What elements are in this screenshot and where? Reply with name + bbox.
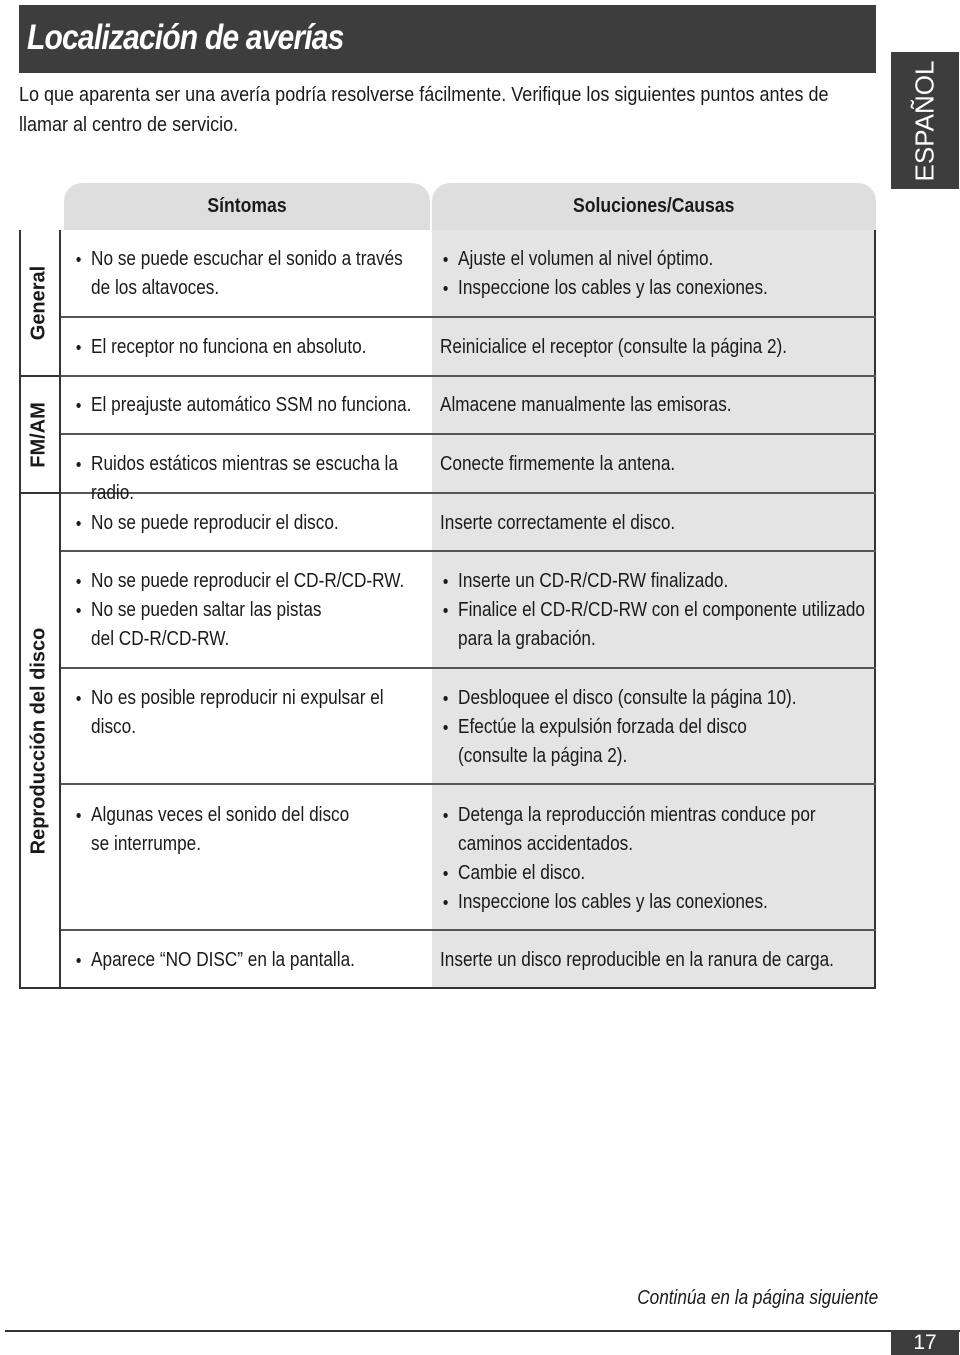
table-row-solution — [440, 509, 945, 538]
table-row-symptom — [73, 333, 478, 362]
continued-note: Continúa en la página siguiente — [637, 1287, 878, 1309]
solution-item: Inserte correctamente el disco. — [440, 512, 676, 534]
language-tab — [891, 52, 959, 189]
symptoms-header-label: Síntomas — [207, 195, 287, 217]
symptoms-header — [64, 183, 430, 230]
table-row-solution — [440, 567, 945, 654]
language-tab-label: ESPAÑOL — [909, 60, 940, 181]
solution-item: Finalice el CD-R/CD-RW con el componente utilizado para la grabación. — [440, 596, 874, 654]
row-divider — [61, 316, 876, 318]
symptom-item: No se pueden saltar las pistas del CD-R/CD-RW. — [73, 596, 349, 654]
symptom-item: Ruidos estáticos mientras se escucha la radio. — [73, 450, 421, 508]
table-row-symptom — [73, 684, 478, 742]
symptom-item: No se puede escuchar el sonido a través de los altavoces. — [73, 245, 421, 303]
solution-item: Ajuste el volumen al nivel óptimo. — [440, 245, 874, 274]
solution-item: Cambie el disco. — [440, 859, 874, 888]
intro-text: Lo que aparenta ser una avería podría resolverse fácilmente. Verifique los siguientes puntos antes de llamar al centro de servicio. — [19, 84, 829, 136]
table-row-symptom — [73, 391, 478, 420]
symptom-item: El preajuste automático SSM no funciona. — [73, 391, 421, 420]
table-row-solution — [440, 391, 945, 420]
table-row-solution — [440, 684, 945, 771]
solution-item: Inserte un CD-R/CD-RW finalizado. — [440, 567, 874, 596]
solution-item: Inspeccione los cables y las conexiones. — [440, 274, 874, 303]
solution-item: Almacene manualmente las emisoras. — [440, 394, 732, 416]
symptom-item: No se puede reproducir el disco. — [73, 509, 421, 538]
table-row-solution — [440, 333, 945, 362]
table-row-solution — [440, 946, 945, 975]
category-fm-am — [19, 377, 61, 492]
symptom-item: No se puede reproducir el CD-R/CD-RW. — [73, 567, 421, 596]
solutions-header-label: Soluciones/Causas — [573, 195, 735, 217]
table-row-symptom — [73, 801, 478, 859]
table-row-symptom — [73, 567, 478, 654]
table-row-solution — [440, 245, 945, 303]
title-bar — [19, 5, 876, 73]
page-title: Localización de averías — [27, 18, 344, 57]
category-label: General — [27, 265, 50, 341]
solution-item: Conecte firmemente la antena. — [440, 453, 676, 475]
category-general — [19, 230, 61, 376]
table-row-symptom — [73, 946, 478, 975]
row-divider — [61, 375, 876, 377]
symptom-item: Aparece “NO DISC” en la pantalla. — [73, 946, 421, 975]
table-row-symptom — [73, 509, 478, 538]
row-divider — [61, 667, 876, 669]
symptom-item: Algunas veces el sonido del disco se interrumpe. — [73, 801, 366, 859]
row-divider — [61, 929, 876, 931]
table-row-solution — [440, 450, 945, 479]
solution-item: Reinicialice el receptor (consulte la página 2). — [440, 336, 788, 358]
solution-item: Desbloquee el disco (consulte la página 10). — [440, 684, 874, 713]
category-label: Reproducción del disco — [27, 627, 50, 854]
row-divider — [61, 433, 876, 435]
solution-item: Efectúe la expulsión forzada del disco (consulte la página 2). — [440, 713, 819, 771]
solutions-header — [432, 183, 876, 230]
symptom-item: No es posible reproducir ni expulsar el disco. — [73, 684, 421, 742]
table-row-symptom — [73, 245, 478, 303]
category-label: FM/AM — [27, 401, 50, 468]
solution-item: Detenga la reproducción mientras conduce por caminos accidentados. — [440, 801, 874, 859]
footer-divider — [5, 1330, 960, 1332]
table-row-solution — [440, 801, 945, 917]
page-number: 17 — [891, 1330, 959, 1355]
row-divider — [61, 783, 876, 785]
table-row-symptom — [73, 450, 478, 508]
category-disc-playback — [19, 494, 61, 987]
solution-item: Inspeccione los cables y las conexiones. — [440, 888, 874, 917]
symptom-item: El receptor no funciona en absoluto. — [73, 333, 421, 362]
row-divider — [61, 550, 876, 552]
solution-item: Inserte un disco reproducible en la ranura de carga. — [440, 949, 834, 971]
